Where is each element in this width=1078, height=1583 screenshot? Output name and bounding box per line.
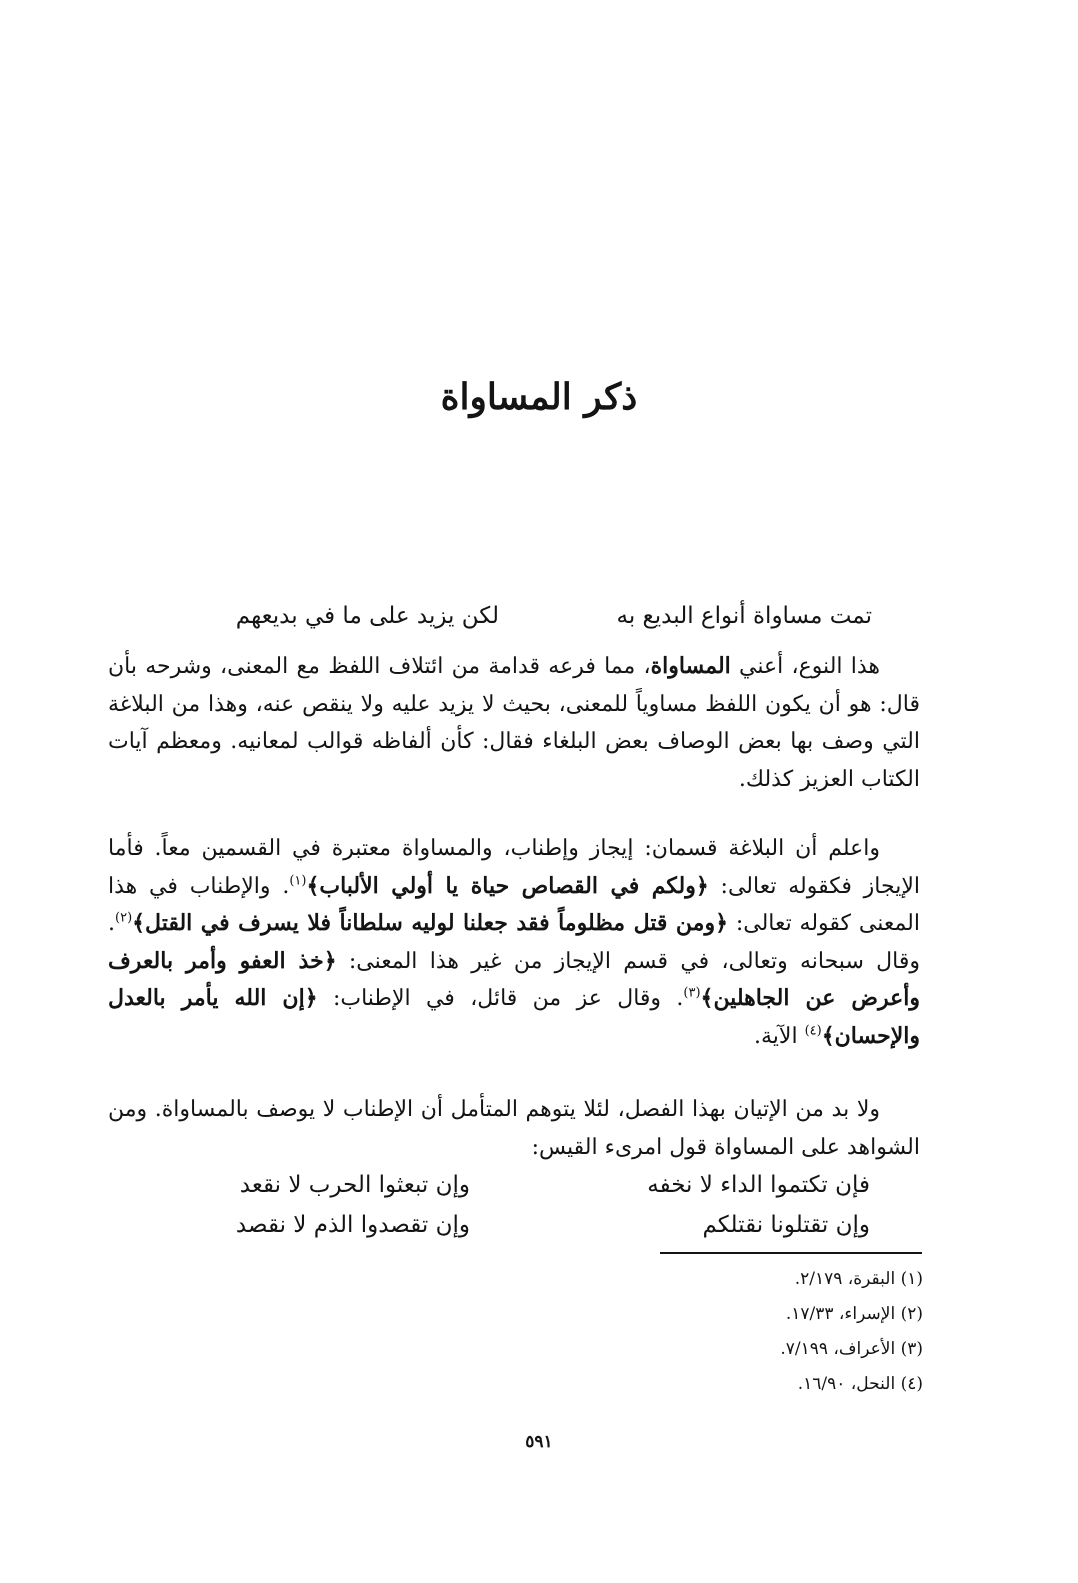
footnotes-list xyxy=(780,1262,923,1402)
chapter-title: ذكر المساواة xyxy=(440,376,638,418)
paragraph-2-text-a: واعلم أن البلاغة قسمان: إيجاز وإطناب، والمساواة معتبرة في القسمين معاً. فأما الإيجاز فكقوله تعالى: xyxy=(108,836,920,899)
footnote-3: (٣) الأعراف، ٧/١٩٩. xyxy=(780,1339,923,1359)
paragraph-3-text: ولا بد من الإتيان بهذا الفصل، لئلا يتوهم المتأمل أن الإطناب لا يوصف بالمساواة. ومن الشواهد على المساواة قول امرىء القيس: xyxy=(108,1097,920,1160)
footnote-divider xyxy=(660,1252,922,1254)
poem-line-2-first-hemistich: وإن تقتلونا نقتلكم xyxy=(702,1212,870,1238)
paragraph-1 xyxy=(108,648,920,798)
poem-line-1-first-hemistich: فإن تكتموا الداء لا نخفه xyxy=(647,1172,870,1198)
paragraph-1-term: المساواة xyxy=(650,653,731,679)
paragraph-2-text-b: . والإطناب في هذا المعنى كقوله تعالى: xyxy=(108,873,920,936)
quran-quote-1: ﴿ولكم في القصاص حياة يا أولي الألباب﴾ xyxy=(306,872,709,899)
quran-quote-3: ﴿خذ العفو وأمر بالعرف وأعرض عن الجاهلين﴾ xyxy=(108,947,920,1011)
footnote-ref-2[interactable]: (٢) xyxy=(115,910,133,926)
footnote-4: (٤) النحل، ١٦/٩٠. xyxy=(797,1374,923,1394)
page-number: ٥٩١ xyxy=(525,1432,553,1452)
footnote-ref-1[interactable]: (١) xyxy=(289,873,307,889)
footnote-ref-4[interactable]: (٤) xyxy=(804,1023,822,1039)
paragraph-2 xyxy=(108,830,920,1055)
verse-second-hemistich: لكن يزيد على ما في بديعهم xyxy=(235,603,499,629)
quran-quote-2: ﴿ومن قتل مظلوماً فقد جعلنا لوليه سلطاناً فلا يسرف في القتل﴾ xyxy=(132,910,728,936)
paragraph-2-text-c: . وقال سبحانه وتعالى، في قسم الإيجاز من غير هذا المعنى: xyxy=(108,911,921,974)
paragraph-1-text-c: ، مما فرعه قدامة من ائتلاف اللفظ مع المعنى، وشرحه بأن قال: هو أن يكون اللفظ مساوياً للمعنى، بحيث لا يزيد عليه ولا ينقص عنه، وهذا من البلاغة التي وصف بها بعض الوصاف بعض البلغاء فقال: كأن ألفاظه قوالب لمعانيه. ومعظم آيات الكتاب العزيز كذلك. xyxy=(108,654,920,792)
poem-line-1-second-hemistich: وإن تبعثوا الحرب لا نقعد xyxy=(239,1172,470,1198)
paragraph-3 xyxy=(108,1091,920,1166)
paragraph-2-text-d: . وقال عز من قائل، في الإطناب: xyxy=(317,986,684,1011)
footnote-1: (١) البقرة، ٢/١٧٩. xyxy=(794,1269,923,1289)
footnote-2: (٢) الإسراء، ١٧/٣٣. xyxy=(785,1304,923,1324)
footnote-ref-3[interactable]: (٣) xyxy=(683,985,701,1001)
verse-first-hemistich: تمت مساواة أنواع البديع به xyxy=(616,603,872,629)
quran-quote-4: ﴿إن الله يأمر بالعدل والإحسان﴾ xyxy=(108,985,920,1049)
poem-line-2-second-hemistich: وإن تقصدوا الذم لا نقصد xyxy=(235,1212,470,1238)
paragraph-2-text-e: الآية. xyxy=(754,1023,805,1049)
paragraph-1-text-a: هذا النوع، أعني xyxy=(730,654,880,679)
